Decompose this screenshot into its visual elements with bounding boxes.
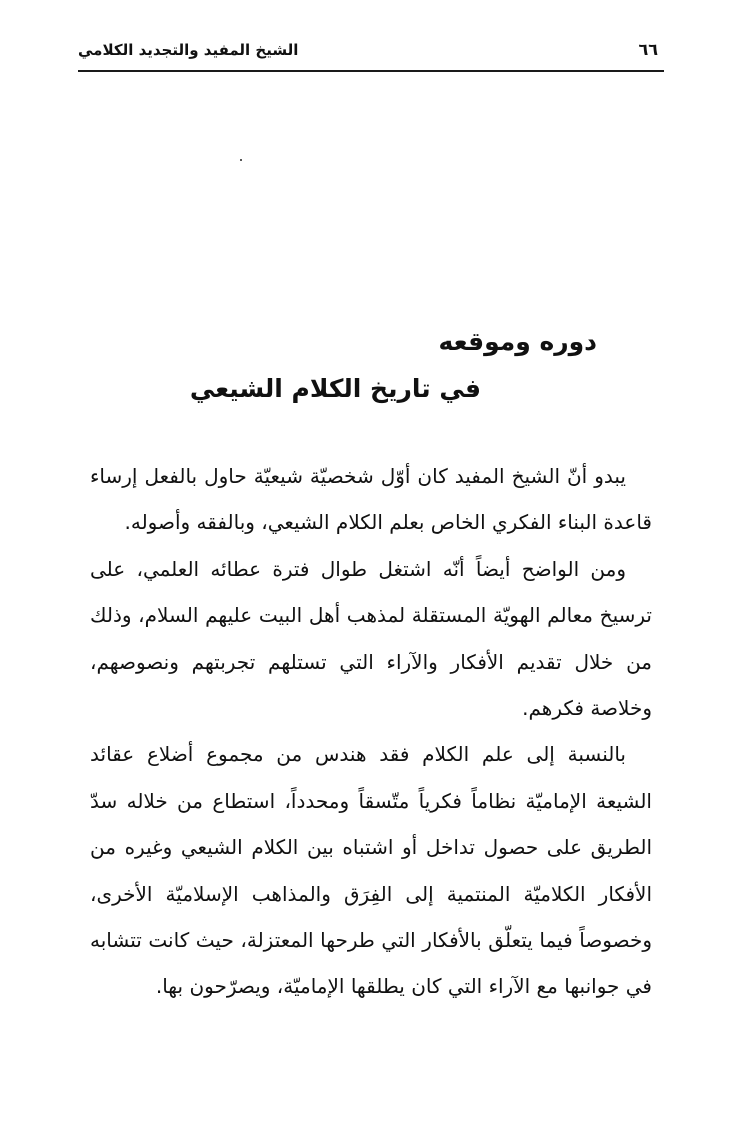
print-speck [240, 159, 242, 161]
header-rule [78, 70, 664, 72]
page-number: ٦٦ [638, 40, 658, 59]
paragraph-2: ومن الواضح أيضاً أنّه اشتغل طوال فترة عطائه العلمي، على ترسيخ معالم الهويّة المستقلة لمذهب أهل البيت عليهم السلام، وذلك من خلال تقديم الأفكار والآراء التي تستلهم تجربتهم ونصوصهم، وخلاصة فكرهم. [90, 556, 652, 721]
paragraph-1: يبدو أنّ الشيخ المفيد كان أوّل شخصيّة شيعيّة حاول بالفعل إرساء قاعدة البناء الفكري الخاص بعلم الكلام الشيعي، وبالفقه وأصوله. [90, 464, 652, 535]
section-title-line-1: دوره وموقعه [438, 327, 597, 356]
body-text [90, 453, 652, 1010]
running-title: الشيخ المفيد والتجديد الكلامي [78, 41, 299, 59]
paragraph-3: بالنسبة إلى علم الكلام فقد هندس من مجموع أضلاع عقائد الشيعة الإماميّة نظاماً فكرياً متّسقاً ومحدداً، استطاع من خلاله سدّ الطريق على حصول تداخل أو اشتباه بين الكلام الشيعي وغيره من الأفكار الكلاميّة المنتمية إلى الفِرَق والمذاهب الإسلاميّة الأخرى، وخصوصاً فيما يتعلّق بالأفكار التي طرحها المعتزلة، حيث كانت تتشابه في جوانبها مع الآراء التي كان يطلقها الإماميّة، ويصرّحون بها. [90, 742, 652, 999]
running-header [78, 40, 664, 70]
section-title-line-2: في تاريخ الكلام الشيعي [189, 374, 481, 403]
